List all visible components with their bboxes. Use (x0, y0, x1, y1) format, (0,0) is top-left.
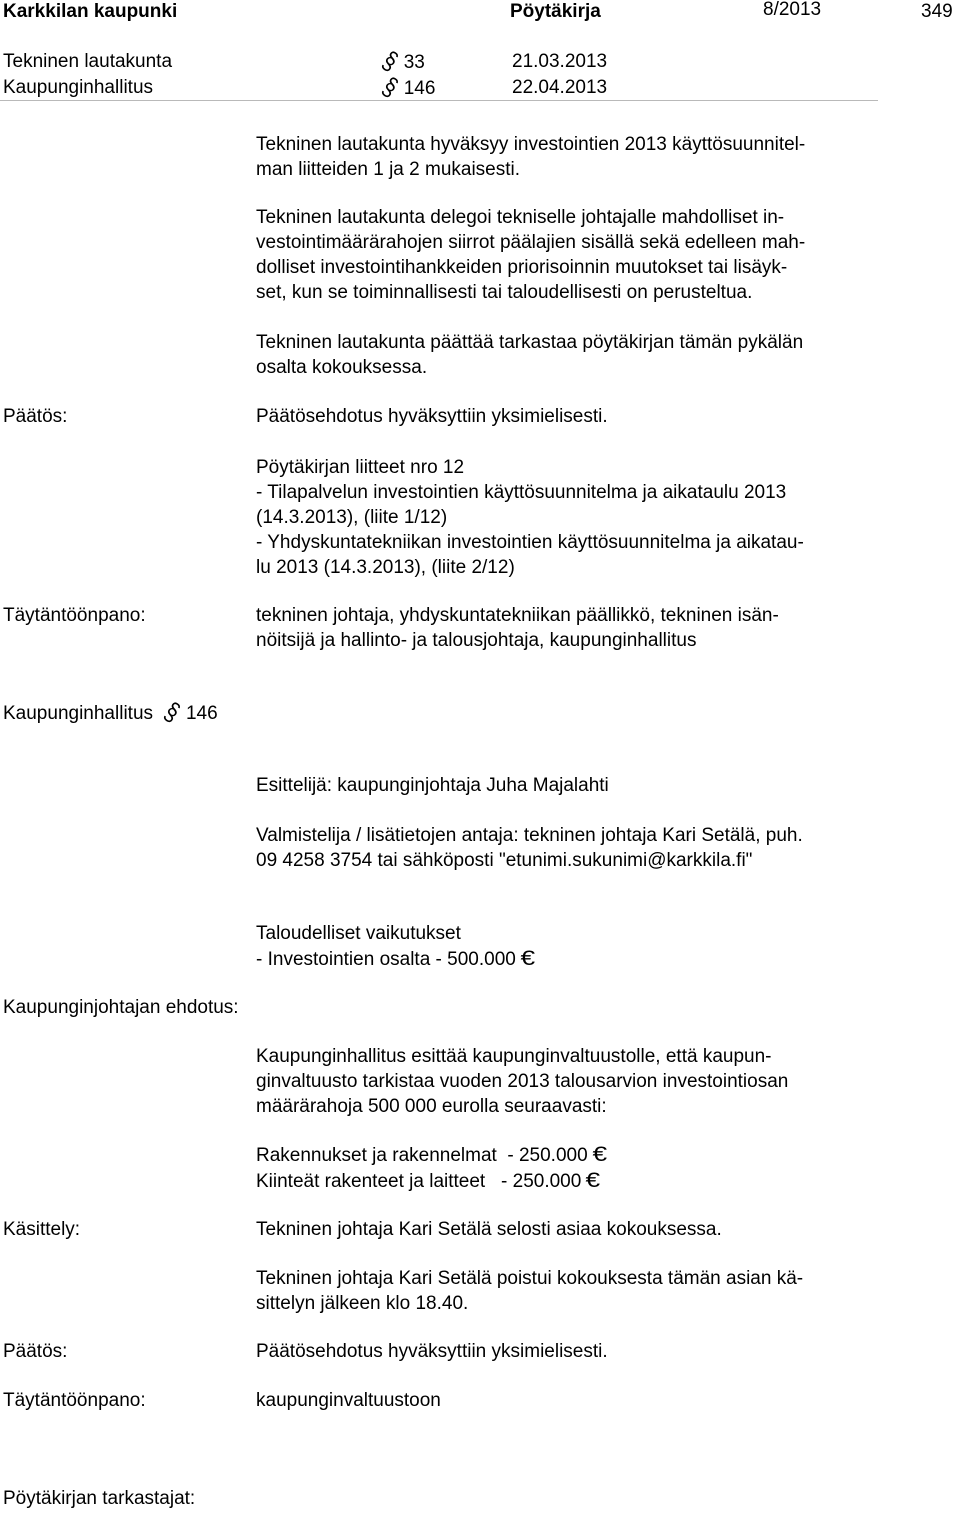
document-type: Pöytäkirja (510, 1, 601, 22)
financial-effects: Taloudelliset vaikutukset - Investointien osalta - 500.000 € (256, 923, 535, 970)
proposal-label: Kaupunginjohtajan ehdotus: (3, 997, 239, 1018)
left-meeting-note: Tekninen johtaja Kari Setälä poistui kokouksesta tämän asian kä- sittelyn jälkeen klo 18.40. (256, 1268, 804, 1314)
section-sign-icon: § (377, 72, 403, 103)
paragraph-review: Tekninen lautakunta päättää tarkastaa pöytäkirjan tämän pykälän osalta kokouksessa. (256, 332, 804, 378)
budget-items (256, 1142, 605, 1194)
header-section-number-2: 146 (403, 78, 436, 99)
decision-label: Päätös: (3, 406, 68, 427)
issue-number: 8/2013 (763, 0, 822, 20)
attachments-list: Pöytäkirjan liitteet nro 12 - Tilapalvelun investointien käyttösuunnitelma ja aikataulu 2013 (14.3.2013), (liite 1/12) - Yhdyskuntatekniikan investointien käyttösuunnitelma ja aikatau- lu 2013 (14.3.2013), (liite 2/12) (256, 457, 804, 578)
decision-text: Päätösehdotus hyväksyttiin yksimielisesti. (256, 406, 608, 427)
header-date-2: 22.04.2013 (512, 77, 608, 98)
euro-sign-icon: € (592, 1143, 607, 1166)
header-section-1 (377, 46, 425, 77)
section-sign-icon: § (377, 46, 403, 77)
proposal-text: Kaupunginhallitus esittää kaupunginvaltuustolle, että kaupun- ginvaltuusto tarkistaa vuoden 2013 talousarvion investointiosan määrärahoja 500 000 eurolla seuraavasti: (256, 1046, 789, 1117)
handling-text: Tekninen johtaja Kari Setälä selosti asiaa kokouksessa. (256, 1219, 722, 1240)
execution-label: Täytäntöönpano: (3, 605, 146, 626)
header-section-number-1: 33 (403, 52, 425, 73)
kh-decision-text: Päätösehdotus hyväksyttiin yksimielisesti. (256, 1341, 608, 1362)
kh-execution-label: Täytäntöönpano: (3, 1390, 146, 1411)
paragraph-approval: Tekninen lautakunta hyväksyy investointien 2013 käyttösuunnitel- man liitteiden 1 ja 2 mukaisesti. (256, 134, 806, 180)
kh-heading (3, 697, 218, 728)
kh-decision-label: Päätös: (3, 1341, 68, 1362)
execution-text: tekninen johtaja, yhdyskuntatekniikan päällikkö, tekninen isän- nöitsijä ja hallinto- ja talousjohtaja, kaupunginhallitus (256, 605, 779, 651)
page-number: 349 (921, 1, 953, 22)
euro-sign-icon: € (585, 1169, 601, 1192)
kh-execution-text: kaupunginvaltuustoon (256, 1390, 441, 1411)
preparer: Valmistelija / lisätietojen antaja: tekninen johtaja Kari Setälä, puh. 09 4258 3754 tai sähköposti "etunimi.sukunimi@karkkila.fi" (256, 825, 803, 871)
organization-name: Karkkilan kaupunki (3, 1, 178, 22)
header-section-2 (377, 72, 436, 103)
header-body-1: Tekninen lautakunta (3, 51, 173, 72)
kh-body: Kaupunginhallitus (3, 703, 154, 724)
header-divider (0, 100, 878, 101)
header-date-1: 21.03.2013 (512, 51, 608, 72)
presenter: Esittelijä: kaupunginjohtaja Juha Majalahti (256, 775, 609, 796)
checkers-label: Pöytäkirjan tarkastajat: (3, 1488, 196, 1509)
handling-label: Käsittely: (3, 1219, 81, 1240)
budget-item: Kiinteät rakenteet ja laitteet - 250.000 € (256, 1169, 601, 1192)
header-body-2: Kaupunginhallitus (3, 77, 154, 98)
budget-item: Rakennukset ja rakennelmat - 250.000 € (256, 1143, 607, 1166)
section-sign-icon: § (159, 697, 185, 728)
kh-section-number: 146 (185, 703, 218, 724)
euro-sign-icon: € (520, 947, 535, 970)
paragraph-delegation: Tekninen lautakunta delegoi tekniselle johtajalle mahdolliset in- vestointimäärärahojen siirrot päälajien sisällä sekä edelleen mah- dolliset investointihankkeiden priorisoinnin muutokset tai lisäyk- set, kun se toiminnallisesti tai taloudellisesti on perusteltua. (256, 207, 806, 303)
